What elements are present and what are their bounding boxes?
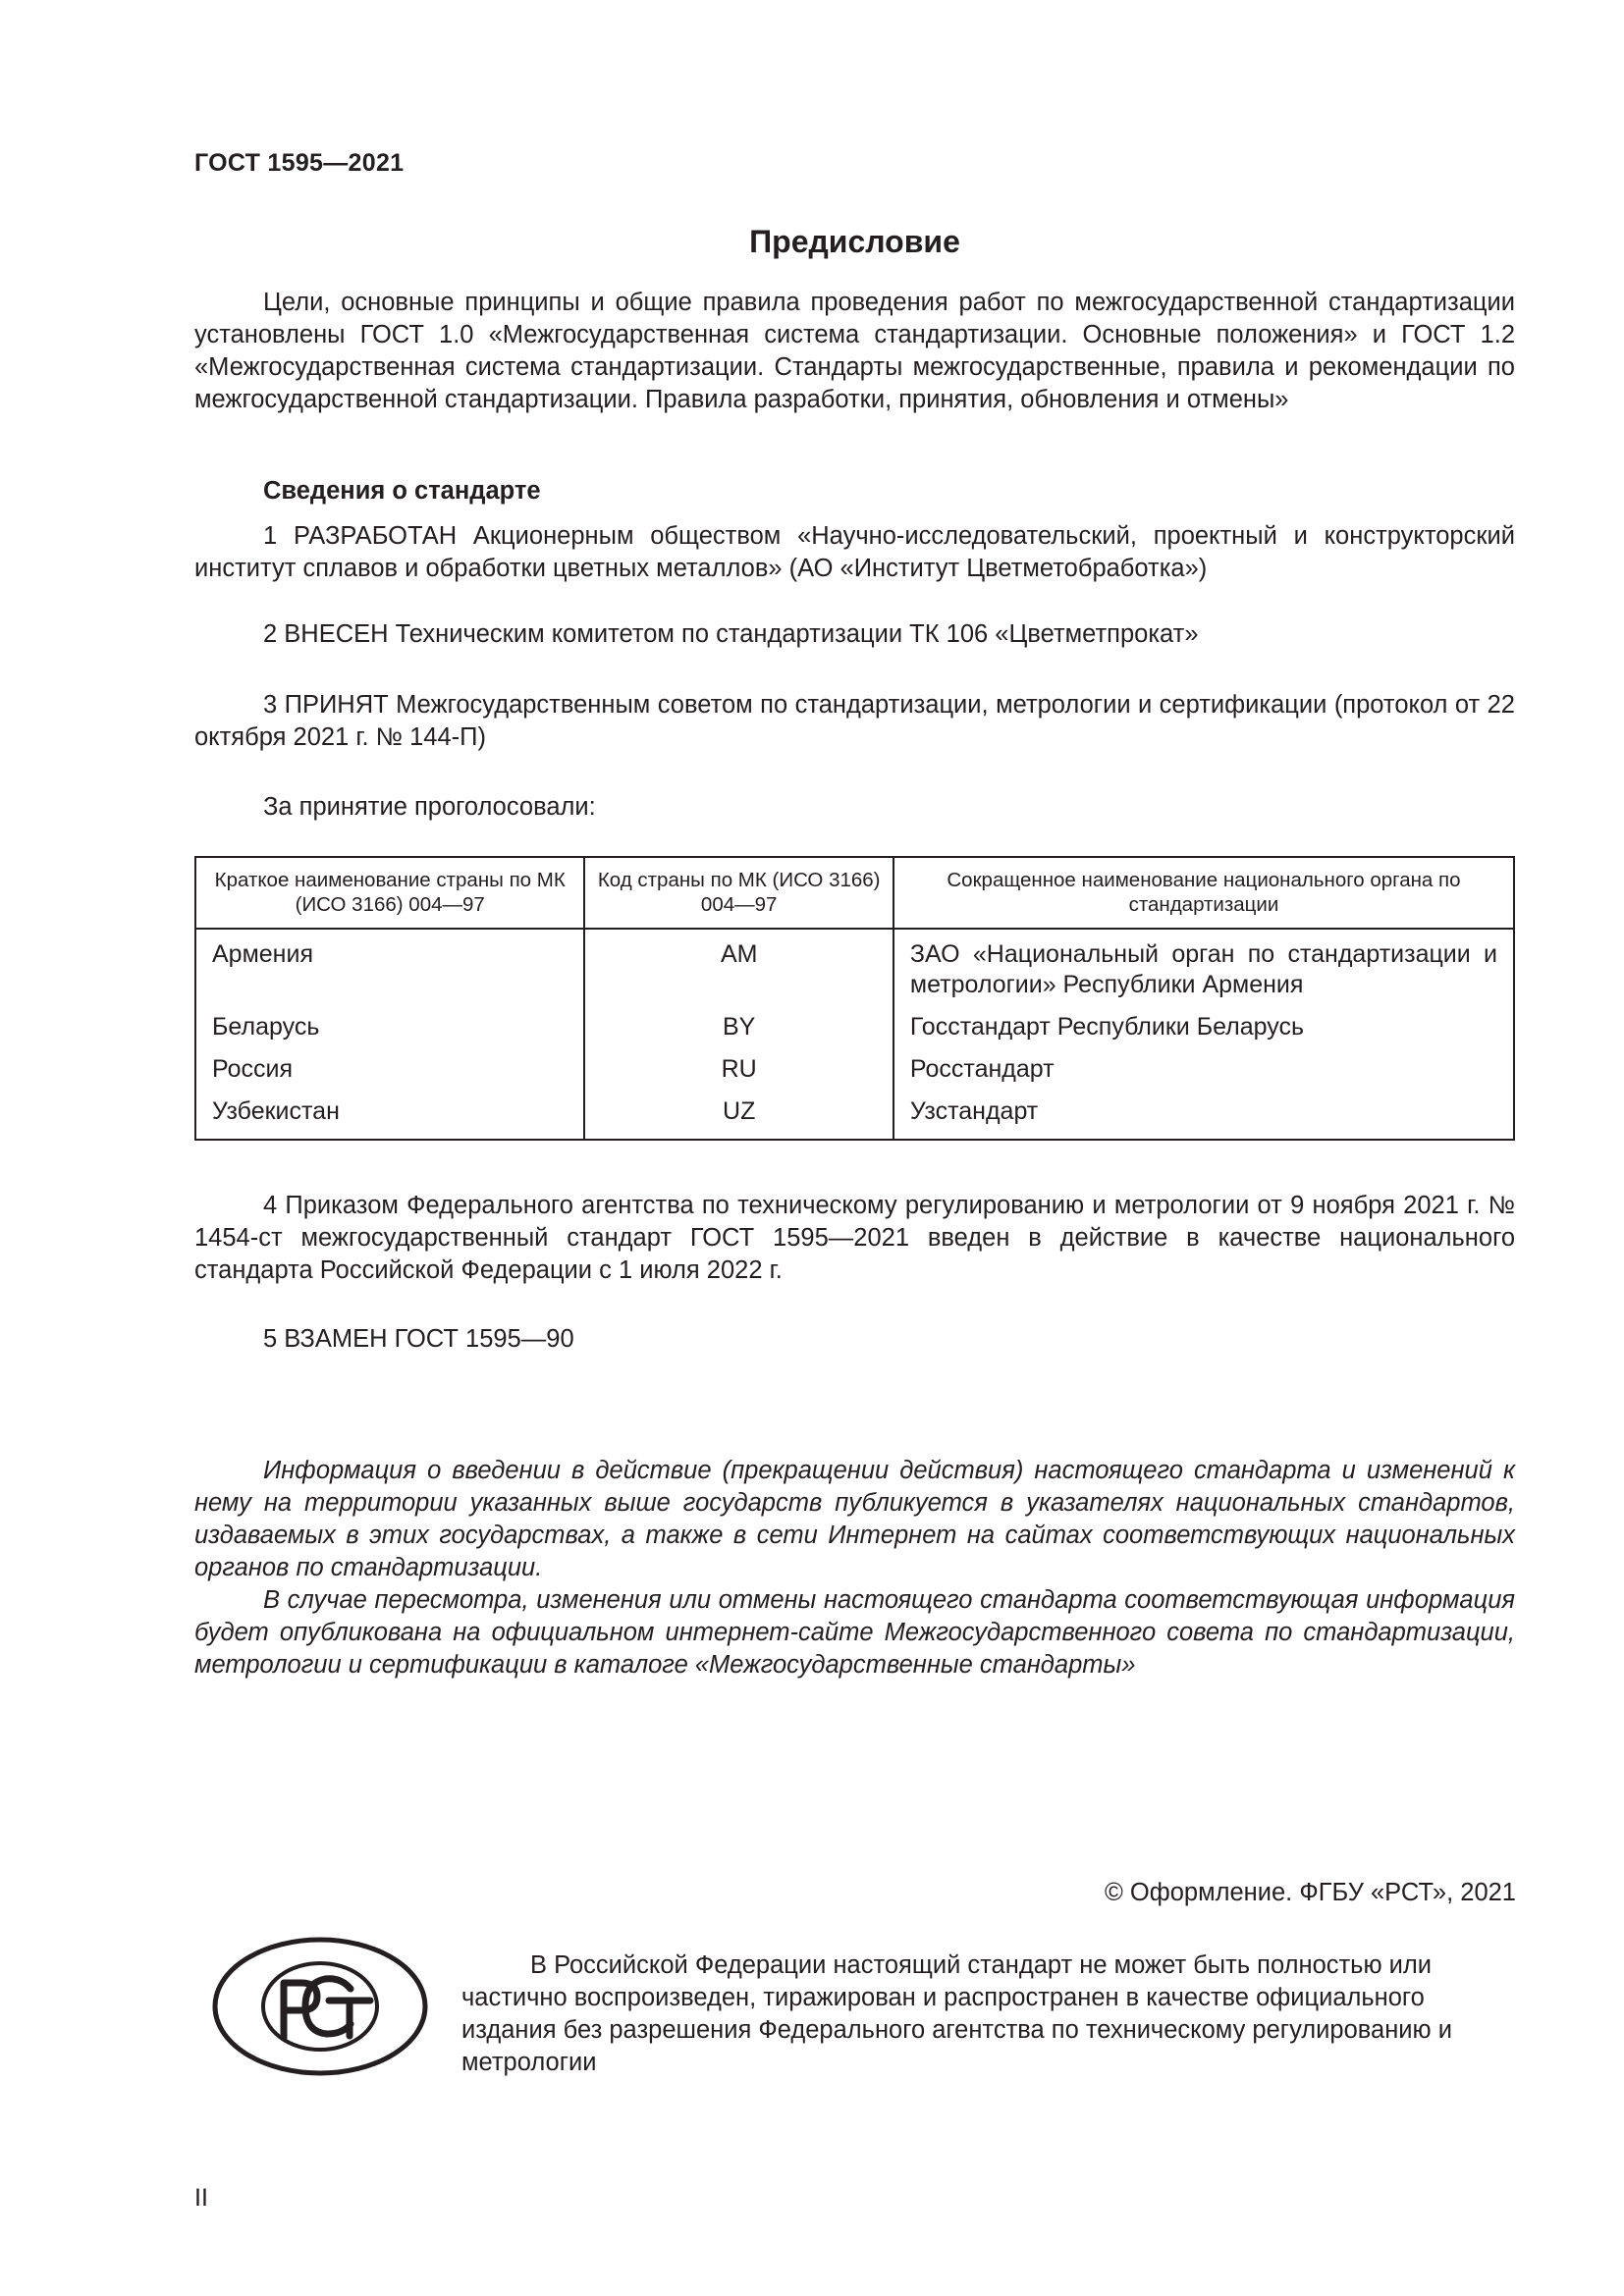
copyright-line: © Оформление. ФГБУ «РСТ», 2021: [1105, 1879, 1516, 1906]
item-1-block: [194, 520, 1515, 585]
header-national-body: Сокращенное наименование национального органа по стандартизации: [893, 857, 1514, 929]
table-row: [195, 1006, 1514, 1048]
document-id: ГОСТ 1595—2021: [194, 149, 405, 177]
page-title: Предисловие: [749, 224, 960, 259]
cell-country: Беларусь: [195, 1006, 584, 1048]
intro-paragraph: Цели, основные принципы и общие правила проведения работ по межгосударственной стандартизации установлены ГОСТ 1.0 «Межгосударственная система стандартизации. Основные положения» и ГОСТ 1.2 «Межгосударственная система стандартизации. Стандарты межгосударственные, правила и рекомендации по межгосударственной стандартизации. Правила разработки, принятия, обновления и отмены»: [194, 289, 1515, 413]
cell-code: BY: [584, 1006, 893, 1048]
item-2-block: [194, 618, 1515, 651]
cell-code: UZ: [584, 1091, 893, 1140]
intro-block: [194, 287, 1515, 416]
info-block: [194, 1455, 1515, 1682]
table-row: [195, 1048, 1514, 1091]
cell-code: AM: [584, 929, 893, 1006]
cell-code: RU: [584, 1048, 893, 1091]
header-country-name: Краткое наименование страны по МК (ИСО 3166) 004—97: [195, 857, 584, 929]
item-5-block: [194, 1323, 1515, 1356]
cell-country: Армения: [195, 929, 584, 1006]
rst-seal-icon: [211, 1936, 429, 2077]
cell-body: ЗАО «Национальный орган по стандартизации и метрологии» Республики Армения: [893, 929, 1514, 1006]
item-2: 2 ВНЕСЕН Техническим комитетом по стандартизации ТК 106 «Цветметпрокат»: [263, 620, 1199, 648]
table-row: [195, 1091, 1514, 1140]
cell-country: Россия: [195, 1048, 584, 1091]
info-paragraph-2: В случае пересмотра, изменения или отмены настоящего стандарта соответствующая информация будет опубликована на официальном интернет-сайте Межгосударственного совета по стандартизации, метрологии и сертификации в каталоге «Межгосударственные стандарты»: [194, 1586, 1515, 1679]
item-3-block: [194, 689, 1515, 754]
section-heading: Сведения о стандарте: [263, 477, 541, 505]
table-header-row: [195, 857, 1514, 929]
reproduction-notice: В Российской Федерации настоящий стандарт не может быть полностью или частично воспроизведен, тиражирован и распространен в качестве официального издания без разрешения Федерального агентства по техническому регулированию и метрологии: [461, 1951, 1452, 2076]
vote-table: [194, 856, 1515, 1141]
cell-body: Узстандарт: [893, 1091, 1514, 1140]
cell-country: Узбекистан: [195, 1091, 584, 1140]
cell-body: Росстандарт: [893, 1048, 1514, 1091]
header-country-code: Код страны по МК (ИСО 3166) 004—97: [584, 857, 893, 929]
voted-label: За принятие проголосовали:: [263, 793, 596, 821]
section-heading-block: [194, 475, 1515, 507]
item-3: 3 ПРИНЯТ Межгосударственным советом по стандартизации, метрологии и сертификации (протокол от 22 октября 2021 г. № 144-П): [194, 691, 1515, 751]
vote-table-block: [194, 856, 1515, 1141]
table-row: [195, 929, 1514, 1006]
voted-block: [194, 791, 1515, 824]
item-1: 1 РАЗРАБОТАН Акционерным обществом «Научно-исследовательский, проектный и конструкторский институт сплавов и обработки цветных металлов» (АО «Институт Цветметобработка»): [194, 522, 1515, 582]
page-number: II: [194, 2184, 208, 2212]
item-4-block: [194, 1190, 1515, 1287]
item-5: 5 ВЗАМЕН ГОСТ 1595—90: [263, 1325, 574, 1353]
item-4: 4 Приказом Федерального агентства по техническому регулированию и метрологии от 9 ноября 2021 г. № 1454-ст межгосударственный стандарт ГОСТ 1595—2021 введен в действие в качестве национального стандарта Российской Федерации с 1 июля 2022 г.: [194, 1192, 1515, 1284]
info-paragraph-1: Информация о введении в действие (прекращении действия) настоящего стандарта и изменений к нему на территории указанных выше государств публикуется в указателях национальных стандартов, издаваемых в этих государствах, а также в сети Интернет на сайтах соответствующих национальных органов по стандартизации.: [194, 1457, 1515, 1581]
cell-body: Госстандарт Республики Беларусь: [893, 1006, 1514, 1048]
